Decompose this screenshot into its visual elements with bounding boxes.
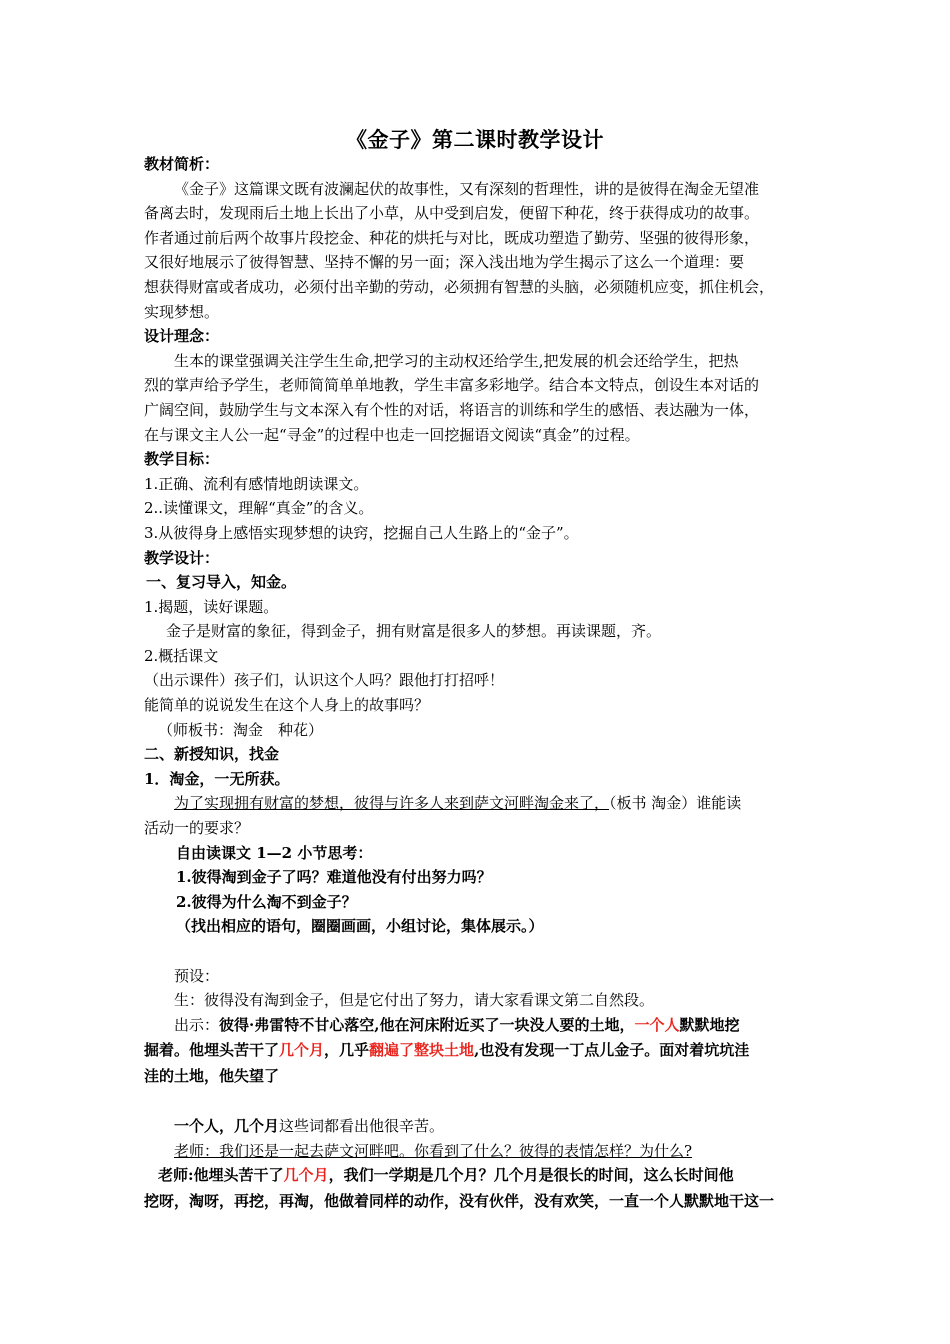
student-answer: 生：彼得没有淘到金子，但是它付出了努力，请大家看课文第二自然段。 xyxy=(174,991,655,1010)
part1-item-2: 2.概括课文 xyxy=(144,646,219,665)
highlight-text: 一个人 xyxy=(634,1015,680,1034)
show-text: ,也没有发现一丁点儿金子。面对着坑坑洼 xyxy=(474,1041,750,1060)
words-note xyxy=(144,1114,812,1139)
design-heading: 教学设计： xyxy=(144,548,220,567)
teacher-question: 老师：我们还是一起去萨文河畔吧。你看到了什么？彼得的表情怎样？为什么? xyxy=(174,1141,693,1160)
board-note: （师板书：淘金 种花） xyxy=(158,720,324,739)
teacher-text: ，我们一学期是几个月？几个月是很长的时间，这么长时间他 xyxy=(328,1166,734,1185)
show-text: 彼得·弗雷特不甘心落空,他在河床附近买了一块没人要的土地， xyxy=(219,1015,635,1034)
teacher-line-2: 挖呀，淘呀，再挖，再淘，他做着同样的动作，没有伙伴，没有欢笑，一直一个人默默地干这一 xyxy=(144,1191,775,1210)
part1-item-2-line: 能简单的说说发生在这个人身上的故事吗？ xyxy=(144,696,430,715)
part2-intro-line: 活动一的要求？ xyxy=(144,819,250,838)
goal-item: 2..读懂课文，理解“真金”的含义。 xyxy=(144,499,374,518)
teacher-line-1 xyxy=(144,1163,812,1189)
words-note-text: 这些词都看出他很辛苦。 xyxy=(279,1117,445,1136)
question-3: （找出相应的语句，圈圈画画，小组讨论，集体展示。） xyxy=(176,917,544,936)
analysis-line: 《金子》这篇课文既有波澜起伏的故事性，又有深刻的哲理性，讲的是彼得在淘金无望准 xyxy=(174,179,760,198)
document-body xyxy=(144,152,812,1215)
goal-item: 1.正确、流利有感情地朗读课文。 xyxy=(144,474,369,493)
concept-line: 烈的掌声给予学生，老师简简单单地教，学生丰富多彩地学。结合本文特点，创设生本对话的 xyxy=(144,376,760,395)
underlined-sentence: 为了实现拥有财富的梦想，彼得与许多人来到萨文河畔淘金来了， xyxy=(174,794,610,813)
spacer xyxy=(144,1090,812,1115)
part2-sub-1: 1．淘金，一无所获。 xyxy=(144,769,290,788)
show-line-3: 洼的土地，他失望了 xyxy=(144,1066,280,1085)
show-text: 掘着。他埋头苦干了 xyxy=(144,1041,280,1060)
read-instruction: 自由读课文 1—2 小节思考： xyxy=(176,843,373,862)
part2-intro xyxy=(144,791,812,816)
analysis-line: 想获得财富或者成功，必须付出辛勤的劳动，必须拥有智慧的头脑，必须随机应变，抓住机会， xyxy=(144,277,775,296)
concept-heading: 设计理念： xyxy=(144,327,220,346)
analysis-line: 备离去时，发现雨后土地上长出了小草，从中受到启发，便留下种花，终于获得成功的故事。 xyxy=(144,204,760,223)
part1-heading: 一、复习导入，知金。 xyxy=(146,573,297,592)
concept-line: 广阔空间，鼓励学生与文本深入有个性的对话，将语言的训练和学生的感悟、表达融为一体， xyxy=(144,400,760,419)
board-note-inline: （板书 淘金）谁能读 xyxy=(609,794,742,813)
concept-line: 在与课文主人公一起“寻金”的过程中也走一回挖掘语文阅读“真金”的过程。 xyxy=(144,425,640,444)
show-line-1 xyxy=(144,1013,812,1039)
question-1: 1.彼得淘到金子了吗？难道他没有付出努力吗？ xyxy=(176,868,492,887)
show-text: ，几乎 xyxy=(324,1041,370,1060)
key-words: 一个人，几个月 xyxy=(174,1117,280,1136)
spacer xyxy=(144,939,812,964)
show-text: 默默地挖 xyxy=(679,1015,740,1034)
highlight-text: 几个月 xyxy=(279,1041,325,1060)
highlight-text: 几个月 xyxy=(283,1166,329,1185)
part1-item-1: 1.揭题，读好课题。 xyxy=(144,597,279,616)
show-line-2 xyxy=(144,1038,812,1064)
part1-item-1-text: 金子是财富的象征，得到金子，拥有财富是很多人的梦想。再读课题，齐。 xyxy=(166,622,662,641)
preset-label: 预设： xyxy=(174,966,220,985)
concept-line: 生本的课堂强调关注学生生命,把学习的主动权还给学生,把发展的机会还给学生，把热 xyxy=(174,351,739,370)
analysis-heading: 教材简析： xyxy=(144,155,220,173)
goals-heading: 教学目标： xyxy=(144,450,220,469)
analysis-line: 实现梦想。 xyxy=(144,302,220,321)
page-title: 《金子》第二课时教学设计 xyxy=(346,127,604,152)
question-2: 2.彼得为什么淘不到金子？ xyxy=(176,892,357,911)
teacher-text: 老师:他埋头苦干了 xyxy=(158,1166,284,1185)
show-label: 出示： xyxy=(174,1015,220,1034)
analysis-line: 作者通过前后两个故事片段挖金、种花的烘托与对比，既成功塑造了勤劳、坚强的彼得形象， xyxy=(144,228,760,247)
goal-item: 3.从彼得身上感悟实现梦想的诀窍，挖掘自己人生路上的“金子”。 xyxy=(144,523,579,542)
analysis-line: 又很好地展示了彼得智慧、坚持不懈的另一面；深入浅出地为学生揭示了这么一个道理：要 xyxy=(144,253,745,272)
part2-heading: 二、新授知识，找金 xyxy=(144,745,280,764)
highlight-text: 翻遍了整块土地 xyxy=(369,1041,475,1060)
part1-item-2-line: （出示课件）孩子们，认识这个人吗？跟他打打招呼！ xyxy=(144,671,505,690)
